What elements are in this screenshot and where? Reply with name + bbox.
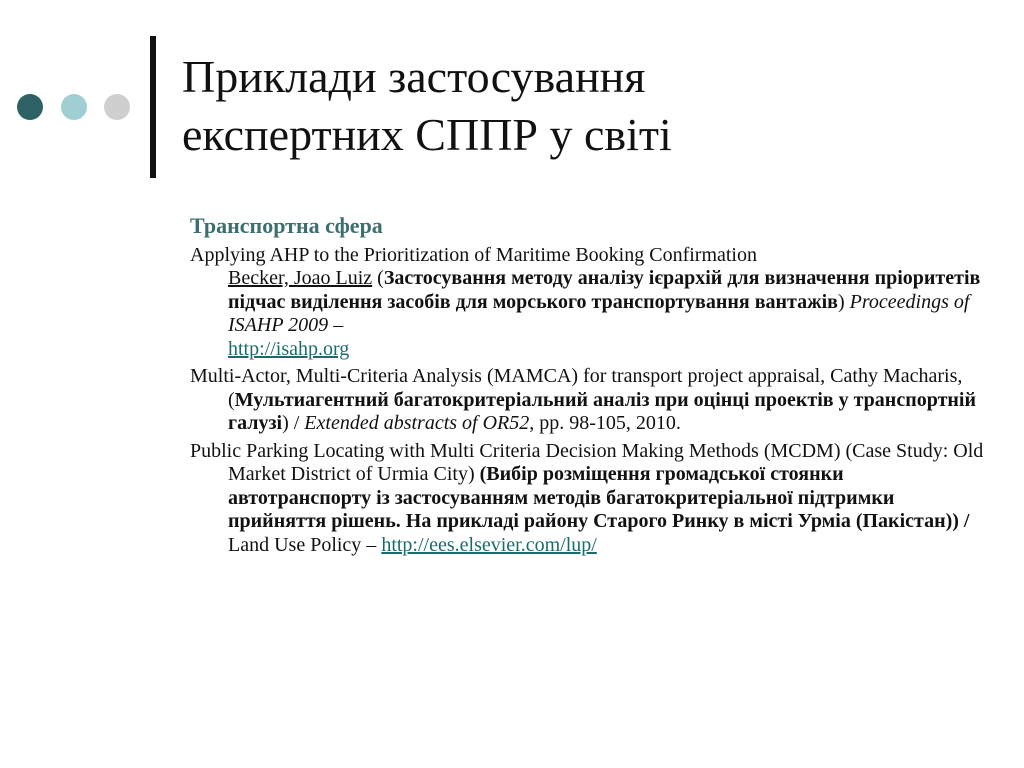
entry-close-paren: ) xyxy=(837,290,845,313)
title-divider xyxy=(150,36,156,178)
entry-ukr-title: Мультиагентний багатокритеріальний аналіз при оцінці проектів у транспортній галузі xyxy=(228,388,976,434)
entry-tail: Land Use Policy – xyxy=(228,533,382,556)
entry-lead: Applying AHP to the Prioritization of Maritime Booking Confirmation xyxy=(190,243,757,266)
reference-entry-1 xyxy=(190,244,990,362)
entry-open-paren: ( xyxy=(372,267,384,289)
entry-separator: ) / xyxy=(282,412,305,434)
entry-tail: , pp. 98-105, 2010. xyxy=(529,412,681,434)
decor-dot-light xyxy=(61,94,87,120)
entry-author[interactable]: Becker, Joao Luiz xyxy=(228,267,373,289)
entry-lead: Multi-Actor, Multi-Criteria Analysis (MAMCA) for transport project appraisal, Cathy Macharis, ( xyxy=(190,365,963,411)
slide-title xyxy=(182,48,1002,164)
decor-dot-grey xyxy=(104,94,130,120)
slide-content xyxy=(190,214,990,561)
section-heading: Транспортна сфера xyxy=(190,213,383,238)
entry-ukr-title: (Вибір розміщення громадської стоянки автотранспорту із застосуванням методів багатокритеріальної підтримки прийняття рішень. На прикладі району Старого Ринку в місті Урміа (Пакістан)) / xyxy=(228,463,970,532)
entry-source: Proceedings of ISAHP 2009 xyxy=(228,290,970,336)
entry-lead: Public Parking Locating with Multi Criteria Decision Making Methods (MCDM) (Case Study: Old Market District of Urmia City) xyxy=(190,439,984,485)
decor-dot-dark xyxy=(17,94,43,120)
reference-entry-3 xyxy=(190,440,990,558)
slide-title-line2: експертних СППР у світі xyxy=(182,109,672,160)
entry-ukr-title: Застосування методу аналізу ієрархій для визначення пріоритетів підчас виділення засобів для морського транспортування вантажів xyxy=(228,267,981,313)
entry-source: Extended abstracts of OR52 xyxy=(304,412,530,434)
reference-entry-2 xyxy=(190,365,990,436)
slide-title-line1: Приклади застосування xyxy=(182,51,646,102)
entry-dash: – xyxy=(328,314,344,336)
entry-link[interactable]: http://ees.elsevier.com/lup/ xyxy=(381,533,597,556)
entry-link[interactable]: http://isahp.org xyxy=(228,337,350,360)
